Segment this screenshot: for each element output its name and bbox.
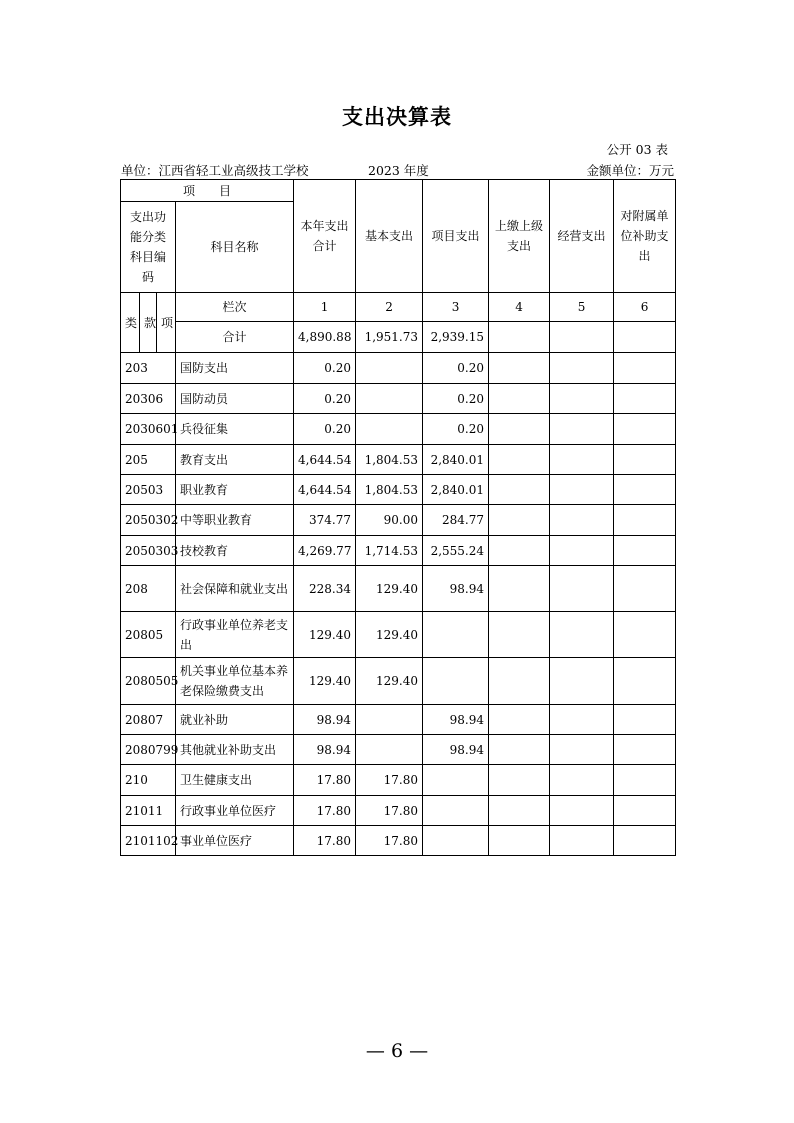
header-col-upper: 上缴上级支出: [489, 180, 550, 293]
row-total: 374.77: [294, 505, 356, 536]
table-row: [121, 658, 676, 705]
row-subsidy: [614, 735, 676, 765]
col-num-2: 2: [356, 293, 423, 322]
row-total: 129.40: [294, 658, 356, 705]
row-upper: [489, 796, 550, 826]
row-subject-name: 行政事业单位医疗: [176, 796, 294, 826]
header-col-project: 项目支出: [423, 180, 489, 293]
row-upper: [489, 735, 550, 765]
page-title: 支出决算表: [342, 104, 452, 129]
row-basic: [356, 705, 423, 735]
row-project: 0.20: [423, 384, 489, 414]
table-row: [121, 735, 676, 765]
row-total: 4,644.54: [294, 445, 356, 475]
col-num-5: 5: [550, 293, 614, 322]
row-upper: [489, 705, 550, 735]
header-subject-name: 科目名称: [176, 202, 294, 293]
row-upper: [489, 566, 550, 612]
table-row: [121, 566, 676, 612]
row-code: 2030601: [121, 414, 176, 445]
row-code: 210: [121, 765, 176, 796]
row-project: 0.20: [423, 414, 489, 445]
row-subject-name: 国防动员: [176, 384, 294, 414]
page-number: — 6 —: [365, 1040, 429, 1062]
row-basic: 129.40: [356, 566, 423, 612]
row-subject-name: 教育支出: [176, 445, 294, 475]
row-code: 208: [121, 566, 176, 612]
table-row: [121, 536, 676, 566]
row-project: 2,555.24: [423, 536, 489, 566]
row-basic: [356, 735, 423, 765]
header-col-total: 本年支出合计: [294, 180, 356, 293]
row-upper: [489, 414, 550, 445]
row-total: 17.80: [294, 796, 356, 826]
year-label: 2023 年度: [368, 163, 429, 178]
total-value-1: 4,890.88: [294, 322, 356, 353]
row-code: 205: [121, 445, 176, 475]
table-row: [121, 475, 676, 505]
form-number: 公开 03 表: [606, 142, 668, 157]
row-subject-name: 兵役征集: [176, 414, 294, 445]
row-business: [550, 796, 614, 826]
row-upper: [489, 475, 550, 505]
row-upper: [489, 536, 550, 566]
row-subsidy: [614, 826, 676, 856]
row-total: 98.94: [294, 705, 356, 735]
row-code: 20807: [121, 705, 176, 735]
row-subsidy: [614, 384, 676, 414]
row-basic: 1,804.53: [356, 445, 423, 475]
row-total: 0.20: [294, 353, 356, 384]
row-project: [423, 658, 489, 705]
table-row: [121, 353, 676, 384]
row-subsidy: [614, 566, 676, 612]
row-subsidy: [614, 765, 676, 796]
total-value-3: 2,939.15: [423, 322, 489, 353]
row-basic: 129.40: [356, 612, 423, 658]
col-num-6: 6: [614, 293, 676, 322]
row-code: 2080799: [121, 735, 176, 765]
row-total: 228.34: [294, 566, 356, 612]
row-subject-name: 职业教育: [176, 475, 294, 505]
row-business: [550, 353, 614, 384]
header-row-colnums: [121, 293, 676, 322]
row-code: 21011: [121, 796, 176, 826]
row-upper: [489, 612, 550, 658]
row-basic: [356, 414, 423, 445]
header-col-business: 经营支出: [550, 180, 614, 293]
table-row: [121, 705, 676, 735]
col-num-4: 4: [489, 293, 550, 322]
header-xiang: 项: [157, 293, 176, 353]
row-subsidy: [614, 658, 676, 705]
total-value-5: [550, 322, 614, 353]
col-num-1: 1: [294, 293, 356, 322]
row-total: 0.20: [294, 414, 356, 445]
row-code: 203: [121, 353, 176, 384]
row-subject-name: 其他就业补助支出: [176, 735, 294, 765]
row-upper: [489, 505, 550, 536]
row-subject-name: 事业单位医疗: [176, 826, 294, 856]
table-row: [121, 505, 676, 536]
row-code: 2080505: [121, 658, 176, 705]
row-subsidy: [614, 612, 676, 658]
row-subsidy: [614, 414, 676, 445]
row-subject-name: 国防支出: [176, 353, 294, 384]
row-subject-name: 就业补助: [176, 705, 294, 735]
row-business: [550, 735, 614, 765]
row-business: [550, 414, 614, 445]
row-subject-name: 技校教育: [176, 536, 294, 566]
row-business: [550, 658, 614, 705]
row-business: [550, 445, 614, 475]
row-business: [550, 826, 614, 856]
row-project: 98.94: [423, 735, 489, 765]
row-business: [550, 536, 614, 566]
row-business: [550, 566, 614, 612]
row-project: [423, 826, 489, 856]
row-project: [423, 796, 489, 826]
row-project: [423, 612, 489, 658]
row-business: [550, 612, 614, 658]
header-col-subsidy: 对附属单位补助支出: [614, 180, 676, 293]
row-business: [550, 475, 614, 505]
row-subsidy: [614, 475, 676, 505]
row-basic: 17.80: [356, 826, 423, 856]
header-item: 项 目: [121, 180, 294, 202]
row-code: 2050303: [121, 536, 176, 566]
row-subject-name: 机关事业单位基本养老保险缴费支出: [176, 658, 294, 705]
row-upper: [489, 826, 550, 856]
row-basic: [356, 384, 423, 414]
table-meta: [121, 161, 674, 179]
table-row: [121, 445, 676, 475]
row-code: 20503: [121, 475, 176, 505]
row-project: [423, 765, 489, 796]
row-subsidy: [614, 536, 676, 566]
row-upper: [489, 353, 550, 384]
row-project: 284.77: [423, 505, 489, 536]
row-project: 2,840.01: [423, 445, 489, 475]
unit-label: 单位：江西省轻工业高级技工学校: [121, 163, 309, 178]
total-value-2: 1,951.73: [356, 322, 423, 353]
row-subject-name: 行政事业单位养老支出: [176, 612, 294, 658]
row-total: 129.40: [294, 612, 356, 658]
row-basic: 1,804.53: [356, 475, 423, 505]
table-row: [121, 414, 676, 445]
row-code: 2101102: [121, 826, 176, 856]
row-project: 98.94: [423, 705, 489, 735]
row-business: [550, 765, 614, 796]
row-subject-name: 卫生健康支出: [176, 765, 294, 796]
row-code: 20805: [121, 612, 176, 658]
row-upper: [489, 658, 550, 705]
row-basic: 1,714.53: [356, 536, 423, 566]
row-basic: 90.00: [356, 505, 423, 536]
table-row: [121, 384, 676, 414]
row-total: 98.94: [294, 735, 356, 765]
row-business: [550, 505, 614, 536]
row-upper: [489, 384, 550, 414]
header-kuan: 款: [140, 293, 157, 353]
total-label: 合计: [176, 322, 294, 353]
row-upper: [489, 445, 550, 475]
expenditure-table: [120, 179, 676, 856]
row-business: [550, 384, 614, 414]
row-business: [550, 705, 614, 735]
header-lei: 类: [121, 293, 140, 353]
table-row: [121, 796, 676, 826]
row-basic: 17.80: [356, 765, 423, 796]
row-total: 0.20: [294, 384, 356, 414]
row-subsidy: [614, 353, 676, 384]
row-total: 17.80: [294, 765, 356, 796]
row-total: 4,269.77: [294, 536, 356, 566]
row-subject-name: 社会保障和就业支出: [176, 566, 294, 612]
row-total: 17.80: [294, 826, 356, 856]
col-num-3: 3: [423, 293, 489, 322]
row-code: 20306: [121, 384, 176, 414]
row-subsidy: [614, 796, 676, 826]
row-project: 98.94: [423, 566, 489, 612]
total-value-6: [614, 322, 676, 353]
header-row-no: 栏次: [176, 293, 294, 322]
row-subsidy: [614, 705, 676, 735]
header-code-group: 支出功能分类科目编码: [121, 202, 176, 293]
header-row-item: [121, 180, 676, 202]
row-project: 0.20: [423, 353, 489, 384]
total-row: [121, 322, 676, 353]
row-code: 2050302: [121, 505, 176, 536]
table-row: [121, 826, 676, 856]
total-value-4: [489, 322, 550, 353]
row-upper: [489, 765, 550, 796]
row-subsidy: [614, 445, 676, 475]
table-row: [121, 765, 676, 796]
row-project: 2,840.01: [423, 475, 489, 505]
row-basic: 129.40: [356, 658, 423, 705]
row-subject-name: 中等职业教育: [176, 505, 294, 536]
row-subsidy: [614, 505, 676, 536]
row-basic: [356, 353, 423, 384]
row-basic: 17.80: [356, 796, 423, 826]
header-col-basic: 基本支出: [356, 180, 423, 293]
amount-unit-label: 金额单位：万元: [586, 163, 674, 178]
table-row: [121, 612, 676, 658]
row-total: 4,644.54: [294, 475, 356, 505]
